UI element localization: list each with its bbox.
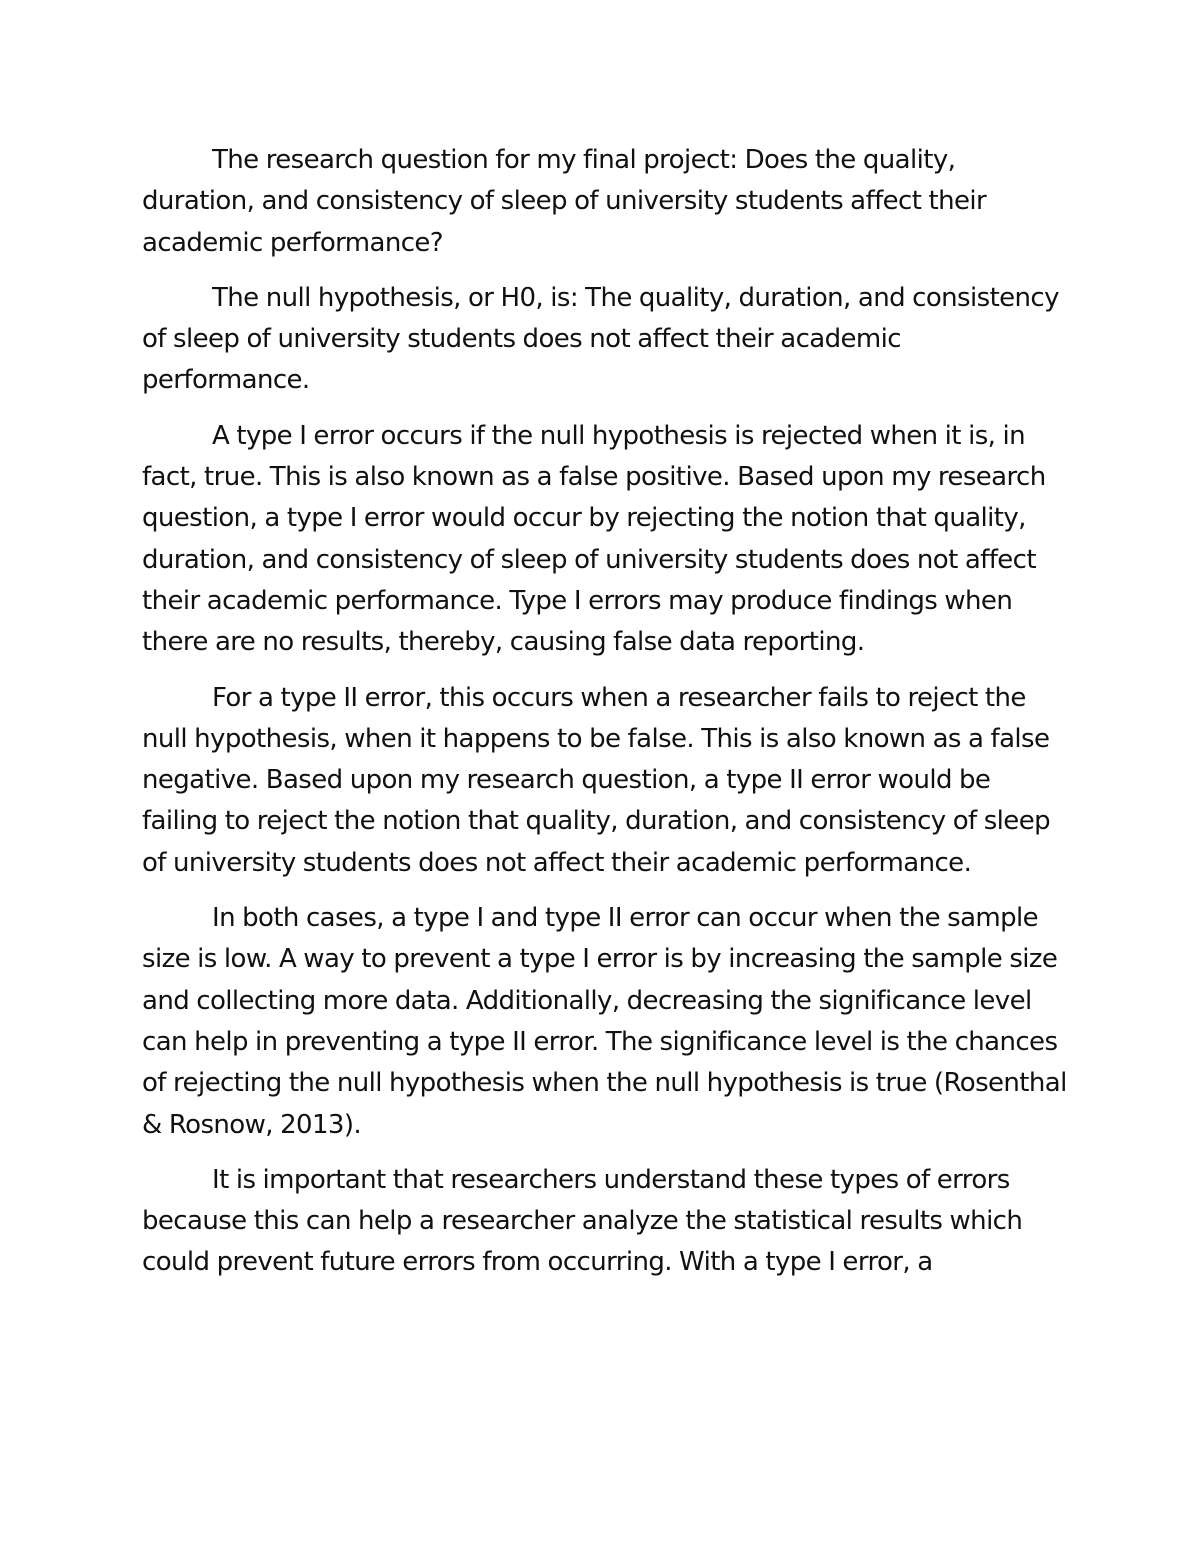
paragraph-research-question: The research question for my final project: Does the quality, duration, and consistency of sleep of university students affect their academic performance? [142, 145, 987, 258]
paragraph-null-hypothesis: The null hypothesis, or H0, is: The quality, duration, and consistency of sleep of university students does not affect their academic performance. [142, 282, 1059, 396]
paragraph-type-two-error: For a type II error, this occurs when a researcher fails to reject the null hypothesis, when it happens to be false. This is also known as a false negative. Based upon my research question, a type II error would be failing to reject the notion that quality, duration, and consistency of sleep of university students does not affect their academic performance. [142, 682, 1051, 878]
document-body [142, 140, 1067, 1298]
paragraph-type-one-error: A type I error occurs if the null hypothesis is rejected when it is, in fact, true. This is also known as a false positive. Based upon my research question, a type I error would occur by rejecting the notion that quality, duration, and consistency of sleep of university students does not affect their academic performance. Type I errors may produce findings when there are no results, thereby, causing false data reporting. [142, 420, 1046, 658]
paragraph-importance: It is important that researchers understand these types of errors because this can help a researcher analyze the statistical results which could prevent future errors from occurring. With a type I error, a [142, 1164, 1023, 1278]
paragraph-sample-size: In both cases, a type I and type II error can occur when the sample size is low. A way to prevent a type I error is by increasing the sample size and collecting more data. Additionally, decreasing the significance level can help in preventing a type II error. The significance level is the chances of rejecting the null hypothesis when the null hypothesis is true (Rosenthal & Rosnow, 2013). [142, 903, 1067, 1140]
